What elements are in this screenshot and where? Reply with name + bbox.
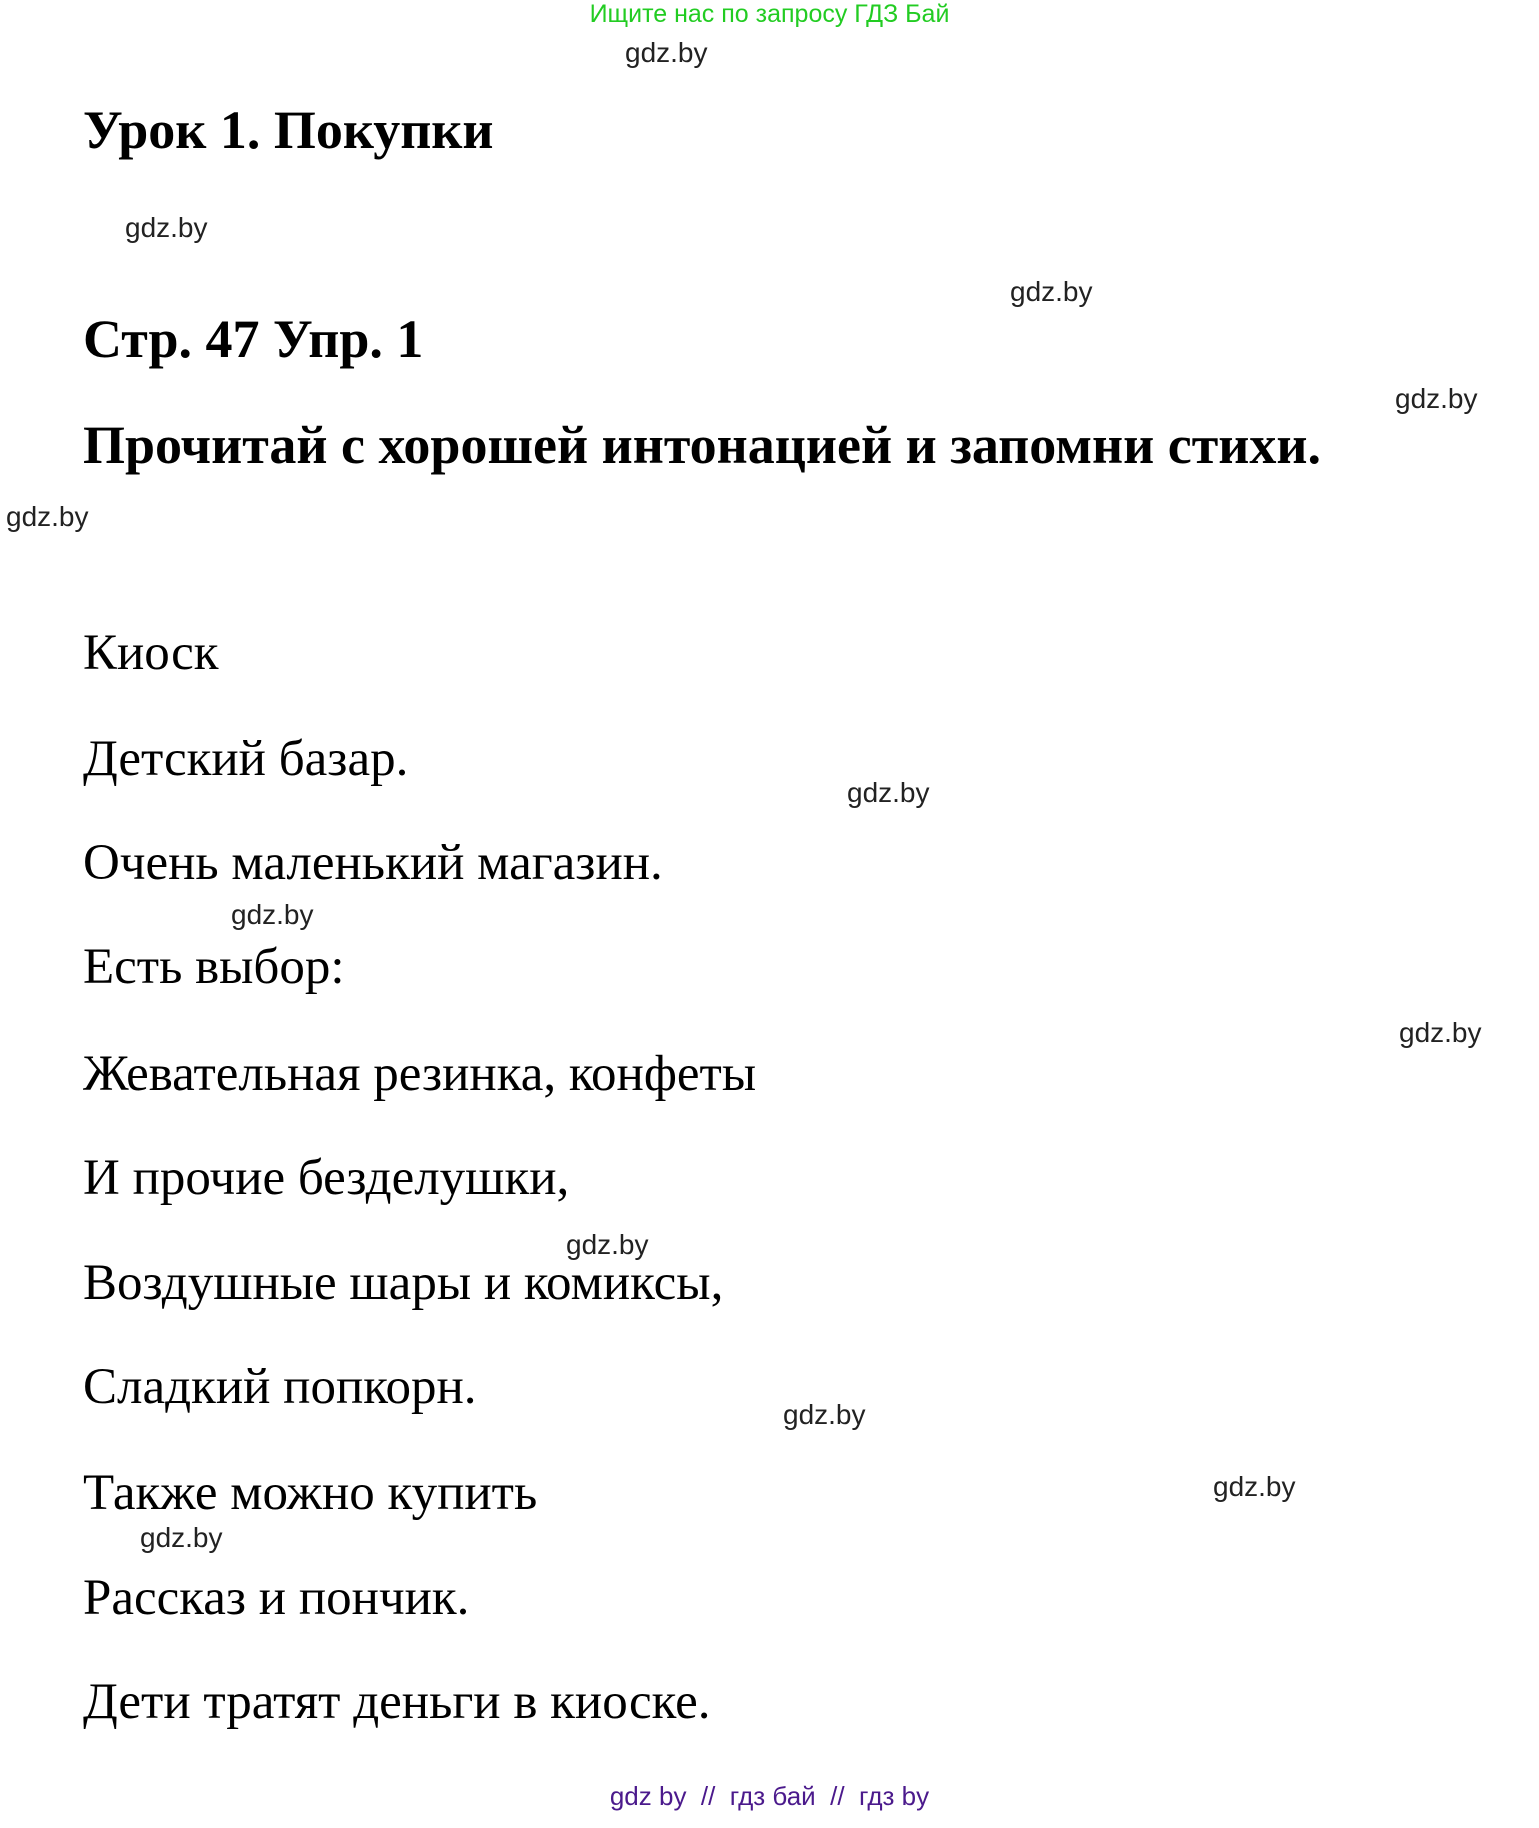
poem-line: Также можно купить bbox=[83, 1465, 538, 1521]
exercise-instruction: Прочитай с хорошей интонацией и запомни стихи. bbox=[83, 415, 1321, 475]
watermark: gdz.by bbox=[566, 1229, 649, 1260]
poem-line: Рассказ и пончик. bbox=[83, 1570, 470, 1626]
poem-line: Жевательная резинка, конфеты bbox=[83, 1046, 757, 1102]
poem-line: Детский базар. bbox=[83, 731, 409, 787]
watermark: gdz.by bbox=[783, 1399, 866, 1430]
watermark: gdz.by bbox=[847, 777, 930, 808]
watermark: gdz.by bbox=[625, 37, 708, 68]
watermark: gdz.by bbox=[231, 899, 314, 930]
poem-line: Дети тратят деньги в киоске. bbox=[83, 1674, 711, 1730]
watermark: gdz.by bbox=[140, 1522, 223, 1553]
watermark: gdz.by bbox=[1213, 1471, 1296, 1502]
poem-line: Очень маленький магазин. bbox=[83, 835, 663, 891]
watermark: gdz.by bbox=[1395, 383, 1478, 414]
footer-links: gdz by // гдз бай // гдз by bbox=[609, 1781, 930, 1811]
poem-line: И прочие безделушки, bbox=[83, 1150, 570, 1206]
search-banner: Ищите нас по запросу ГДЗ Бай bbox=[589, 0, 950, 28]
exercise-reference: Стр. 47 Упр. 1 bbox=[83, 309, 424, 369]
poem-line: Сладкий попкорн. bbox=[83, 1359, 477, 1415]
watermark: gdz.by bbox=[125, 212, 208, 243]
watermark: gdz.by bbox=[1399, 1017, 1482, 1048]
lesson-title: Урок 1. Покупки bbox=[83, 100, 494, 160]
poem-line: Киоск bbox=[83, 625, 219, 681]
poem-line: Есть выбор: bbox=[83, 939, 345, 995]
watermark: gdz.by bbox=[1010, 276, 1093, 307]
poem-line: Воздушные шары и комиксы, bbox=[83, 1255, 724, 1311]
watermark: gdz.by bbox=[6, 501, 89, 532]
